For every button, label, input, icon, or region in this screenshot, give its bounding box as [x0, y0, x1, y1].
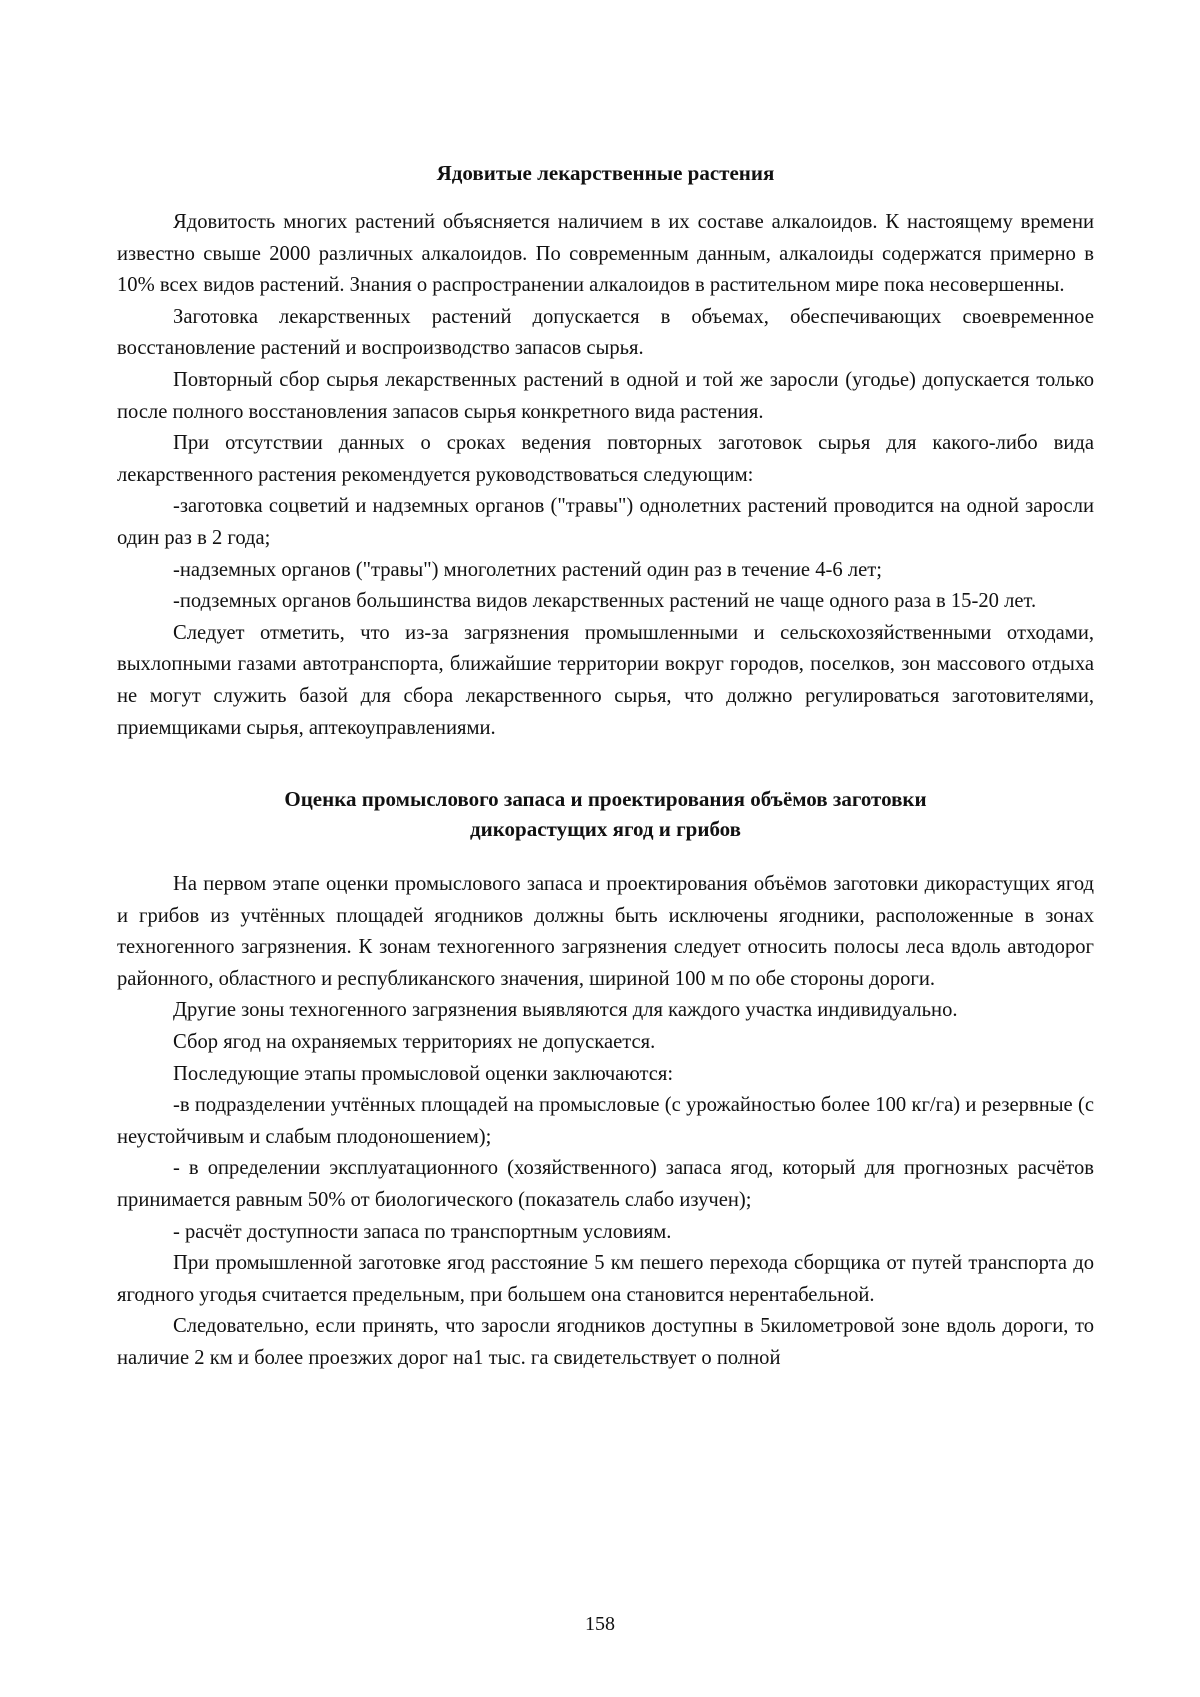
page-number: 158 [585, 1613, 615, 1635]
list-item-paragraph: -заготовка соцветий и надземных органов ("травы") однолетних растений проводится на одной заросли один раз в 2 года; [117, 495, 1094, 549]
paragraph: Сбор ягод на охраняемых территориях не допускается. [173, 1031, 656, 1054]
paragraph: При промышленной заготовке ягод расстояние 5 км пешего перехода сборщика от путей транспорта до ягодного угодья считается предельным, при большем она становится нерентабельной. [117, 1252, 1094, 1306]
paragraph: Ядовитость многих растений объясняется наличием в их составе алкалоидов. К настоящему времени известно свыше 2000 различных алкалоидов. По современным данным, алкалоиды содержатся примерно в 10% всех видов растений. Знания о распространении алкалоидов в растительном мире пока несовершенны. [117, 211, 1094, 297]
paragraph: Другие зоны техногенного загрязнения выявляются для каждого участка индивидуально. [173, 999, 958, 1022]
section-title-poisonous-plants: Ядовитые лекарственные растения [436, 161, 775, 185]
page-content [117, 158, 1094, 1375]
list-item-paragraph: - в определении эксплуатационного (хозяйственного) запаса ягод, который для прогнозных расчётов принимается равным 50% от биологического (показатель слабо изучен); [117, 1157, 1094, 1212]
paragraph: При отсутствии данных о сроках ведения повторных заготовок сырья для какого-либо вида лекарственного растения рекомендуется руководствоваться следующим: [117, 432, 1094, 486]
section-title-line-1: Оценка промыслового запаса и проектирования объёмов заготовки [284, 787, 927, 812]
list-item-paragraph: -подземных органов большинства видов лекарственных растений не чаще одного раза в 15-20 лет. [173, 590, 1037, 613]
list-item-paragraph: - расчёт доступности запаса по транспортным условиям. [173, 1220, 672, 1243]
list-item-paragraph: -надземных органов ("травы") многолетних растений один раз в течение 4-6 лет; [173, 558, 882, 581]
section-title-berry-reserve-assessment [117, 784, 1094, 844]
paragraph: Последующие этапы промысловой оценки заключаются: [173, 1062, 674, 1085]
section-title-line-2: дикорастущих ягод и грибов [469, 817, 741, 842]
list-item-paragraph: -в подразделении учтённых площадей на промысловые (с урожайностью более 100 кг/га) и резервные (с неустойчивым и слабым плодоношением); [117, 1094, 1094, 1148]
paragraph: Заготовка лекарственных растений допускается в объемах, обеспечивающих своевременное восстановление растений и воспроизводство запасов сырья. [117, 305, 1094, 360]
paragraph: На первом этапе оценки промыслового запаса и проектирования объёмов заготовки дикорастущих ягод и грибов из учтённых площадей ягодников должны быть исключены ягодники, расположенные в зонах техногенного загрязнения. К зонам техногенного загрязнения следует относить полосы леса вдоль автодорог районного, областного и республиканского значения, шириной 100 м по обе стороны дороги. [117, 873, 1094, 990]
paragraph: Следовательно, если принять, что заросли ягодников доступны в 5километровой зоне вдоль дороги, то наличие 2 км и более проезжих дорог на1 тыс. га свидетельствует о полной [117, 1315, 1094, 1369]
paragraph: Повторный сбор сырья лекарственных растений в одной и той же заросли (угодье) допускается только после полного восстановления запасов сырья конкретного вида растения. [117, 368, 1094, 423]
paragraph: Следует отметить, что из-за загрязнения промышленными и сельскохозяйственными отходами, выхлопными газами автотранспорта, ближайшие территории вокруг городов, поселков, зон массового отдыха не могут служить базой для сбора лекарственного сырья, что должно регулироваться заготовителями, приемщиками сырья, аптекоуправлениями. [117, 621, 1094, 739]
